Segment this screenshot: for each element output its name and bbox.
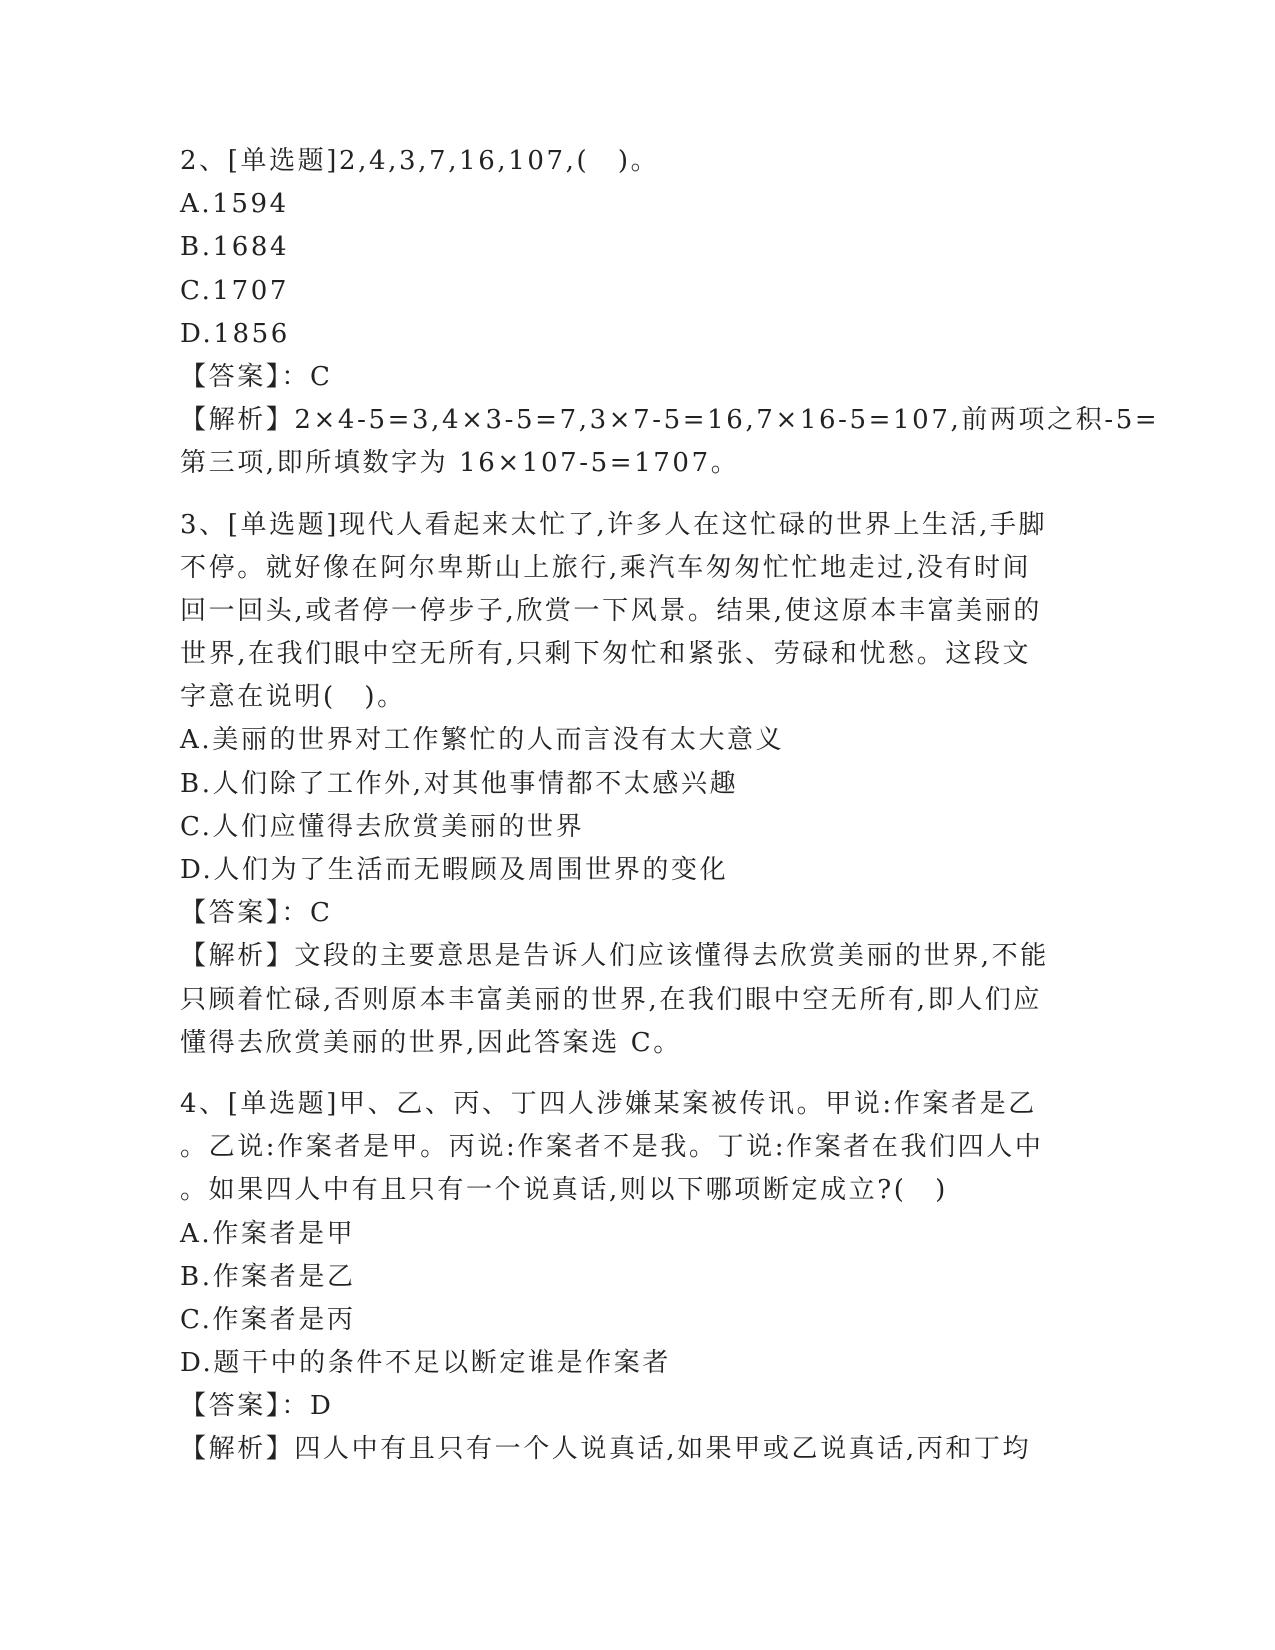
question-stem: 2、[单选题]2,4,3,7,16,107,( )。 [180, 146, 660, 176]
analysis-line: 【解析】2×4-5=3,4×3-5=7,3×7-5=16,7×16-5=107,前两项之积-5= [180, 405, 1160, 436]
analysis-line: 【解析】四人中有且只有一个人说真话,如果甲或乙说真话,丙和丁均 [180, 1434, 1032, 1465]
option-a: A.美丽的世界对工作繁忙的人而言没有太大意义 [180, 725, 785, 756]
option-b: B.1684 [180, 232, 290, 263]
option-d: D.题干中的条件不足以断定谁是作案者 [180, 1348, 671, 1379]
question-stem: 4、[单选题]甲、乙、丙、丁四人涉嫌某案被传讯。甲说:作案者是乙 [180, 1088, 1037, 1119]
question-stem: 。乙说:作案者是甲。丙说:作案者不是我。丁说:作案者在我们四人中 [180, 1132, 1044, 1163]
option-c: C.1707 [180, 275, 289, 306]
question-stem: 回一回头,或者停一停步子,欣赏一下风景。结果,使这原本丰富美丽的 [180, 595, 1042, 626]
question-block [180, 504, 1100, 1065]
document-page [180, 140, 1160, 1472]
option-c: C.人们应懂得去欣赏美丽的世界 [180, 811, 585, 842]
answer-line: 【答案】：C [180, 361, 333, 392]
analysis-line: 第三项,即所填数字为 16×107-5=1707。 [180, 448, 740, 479]
option-c: C.作案者是丙 [180, 1304, 356, 1335]
question-stem: 不停。就好像在阿尔卑斯山上旅行,乘汽车匆匆忙忙地走过,没有时间 [180, 552, 1032, 583]
option-b: B.人们除了工作外,对其他事情都不太感兴趣 [180, 768, 739, 799]
analysis-line: 懂得去欣赏美丽的世界,因此答案选 C。 [180, 1027, 682, 1058]
question-gap [180, 1065, 1100, 1083]
option-a: A.作案者是甲 [180, 1218, 356, 1249]
question-stem: 字意在说明( )。 [180, 682, 406, 713]
question-stem: 世界,在我们眼中空无所有,只剩下匆忙和紧张、劳碌和忧愁。这段文 [180, 639, 1032, 670]
question-stem: 3、[单选题]现代人看起来太忙了,许多人在这忙碌的世界上生活,手脚 [180, 509, 1048, 540]
option-d: D.1856 [180, 318, 290, 349]
answer-line: 【答案】：D [180, 1391, 334, 1422]
analysis-line: 只顾着忙碌,否则原本丰富美丽的世界,在我们眼中空无所有,即人们应 [180, 984, 1042, 1015]
option-a: A.1594 [180, 189, 289, 220]
question-block [180, 1083, 1100, 1472]
question-block [180, 140, 1160, 486]
option-b: B.作案者是乙 [180, 1261, 356, 1292]
answer-line: 【答案】：C [180, 898, 333, 929]
option-d: D.人们为了生活而无暇顾及周围世界的变化 [180, 855, 729, 885]
analysis-line: 【解析】文段的主要意思是告诉人们应该懂得去欣赏美丽的世界,不能 [180, 941, 1049, 972]
question-stem: 。如果四人中有且只有一个说真话,则以下哪项断定成立?( ) [180, 1175, 948, 1206]
question-gap [180, 486, 1100, 504]
